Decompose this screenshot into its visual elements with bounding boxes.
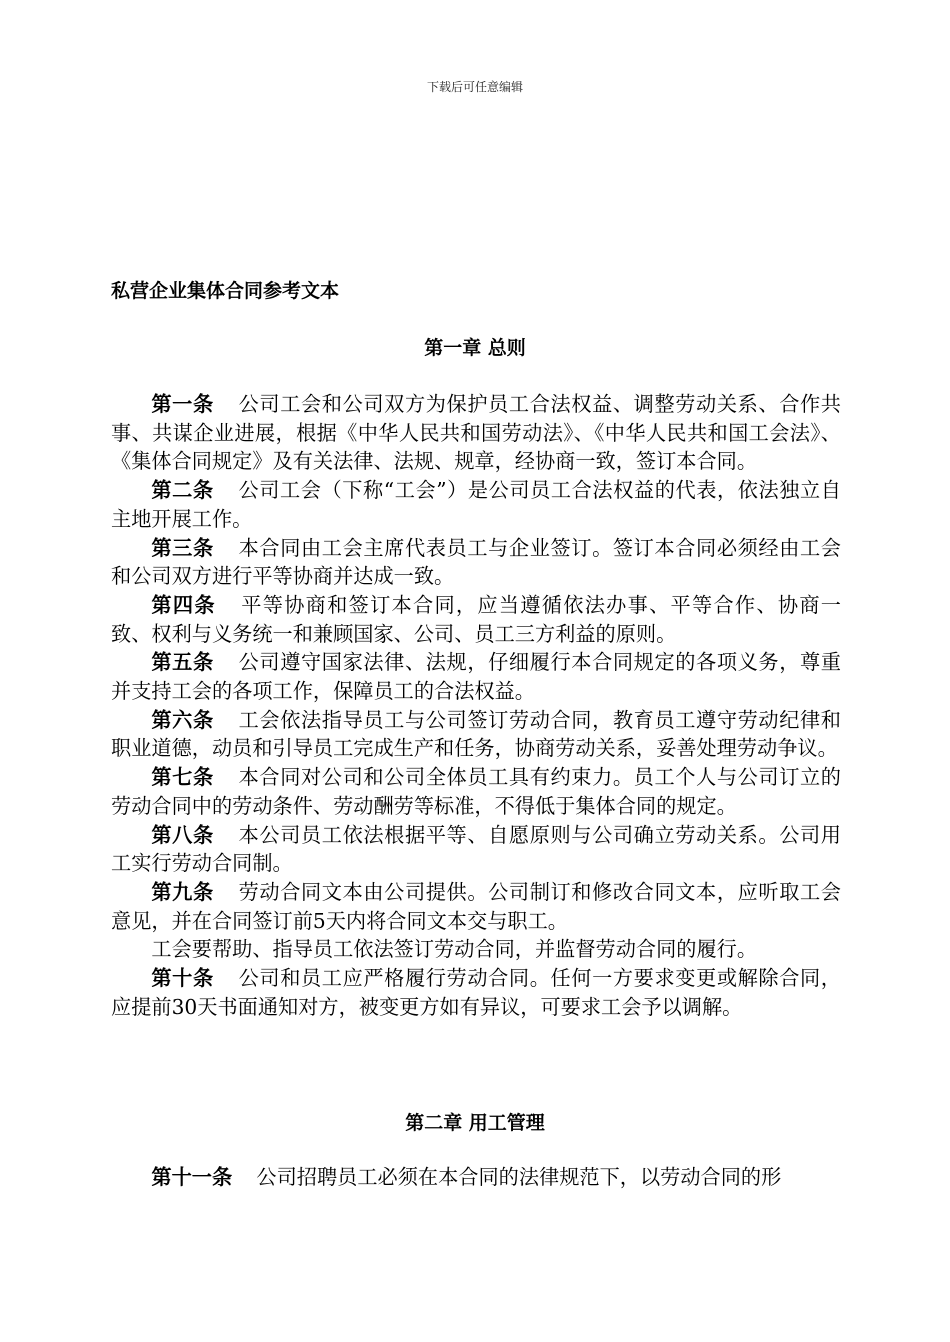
article-label: 第四条	[151, 592, 216, 617]
article-text: 本公司员工依法根据平等、自愿原则与公司确立劳动关系。公司用工实行劳动合同制。	[111, 822, 841, 876]
article-text: 本合同由工会主席代表员工与企业签订。签订本合同必须经由工会和公司双方进行平等协商并达成一致。	[111, 535, 841, 589]
article-text: 公司工会（下称“工会”）是公司员工合法权益的代表，依法独立自主地开展工作。	[111, 478, 841, 531]
article-paragraph	[111, 591, 841, 648]
article-label: 第二条	[151, 478, 214, 503]
article-text: 本合同对公司和公司全体员工具有约束力。员工个人与公司订立的劳动合同中的劳动条件、劳动酬劳等标准，不得低于集体合同的规定。	[111, 765, 841, 818]
article-label: 第一条	[151, 392, 214, 416]
article-label: 第十一条	[151, 1165, 233, 1189]
article-text: 工会依法指导员工与公司签订劳动合同，教育员工遵守劳动纪律和职业道德，动员和引导员工完成生产和任务，协商劳动关系，妥善处理劳动争议。	[111, 707, 841, 761]
article-label: 第八条	[151, 822, 214, 847]
chapter-heading: 第二章 用工管理	[405, 1112, 545, 1134]
article-text: 平等协商和签订本合同，应当遵循依法办事、平等合作、协商一致、权利与义务统一和兼顾国家、公司、员工三方利益的原则。	[111, 592, 841, 646]
article-text: 公司和员工应严格履行劳动合同。任何一方要求变更或解除合同，应提前30天书面通知对方，被变更方如有异议，可要求工会予以调解。	[111, 966, 841, 1019]
article-label: 第七条	[151, 765, 214, 790]
article-label: 第五条	[151, 650, 214, 675]
article-paragraph	[111, 706, 841, 763]
article-paragraph	[111, 534, 841, 591]
article-paragraph	[111, 648, 841, 705]
article-paragraph	[111, 476, 841, 533]
continuation-paragraph	[111, 935, 841, 964]
article-paragraph	[111, 821, 841, 878]
chapter-heading: 第一章 总则	[424, 337, 526, 359]
article-paragraph	[111, 390, 841, 476]
document-title: 私营企业集体合同参考文本	[111, 280, 340, 302]
chapter-body	[111, 1163, 841, 1192]
chapter-body	[111, 390, 841, 1021]
article-label: 第九条	[151, 879, 214, 904]
article-paragraph	[111, 763, 841, 820]
article-label: 第十条	[151, 966, 214, 991]
article-paragraph	[111, 964, 841, 1021]
article-text: 公司招聘员工必须在本合同的法律规范下，以劳动合同的形	[256, 1165, 782, 1189]
article-label: 第六条	[151, 707, 214, 732]
article-paragraph	[111, 1163, 841, 1192]
article-text: 劳动合同文本由公司提供。公司制订和修改合同文本，应听取工会意见，并在合同签订前5天内将合同文本交与职工。	[111, 879, 841, 933]
article-text: 工会要帮助、指导员工依法签订劳动合同，并监督劳动合同的履行。	[151, 937, 758, 962]
article-text: 公司遵守国家法律、法规，仔细履行本合同规定的各项义务，尊重并支持工会的各项工作，保障员工的合法权益。	[111, 650, 841, 704]
article-paragraph	[111, 878, 841, 935]
article-text: 公司工会和公司双方为保护员工合法权益、调整劳动关系、合作共事、共谋企业进展，根据《中华人民共和国劳动法》、《中华人民共和国工会法》、《集体合同规定》及有关法律、法规、规章，经协商一致，签订本合同。	[111, 392, 841, 474]
header-note: 下载后可任意编辑	[426, 80, 523, 94]
article-label: 第三条	[151, 535, 214, 560]
